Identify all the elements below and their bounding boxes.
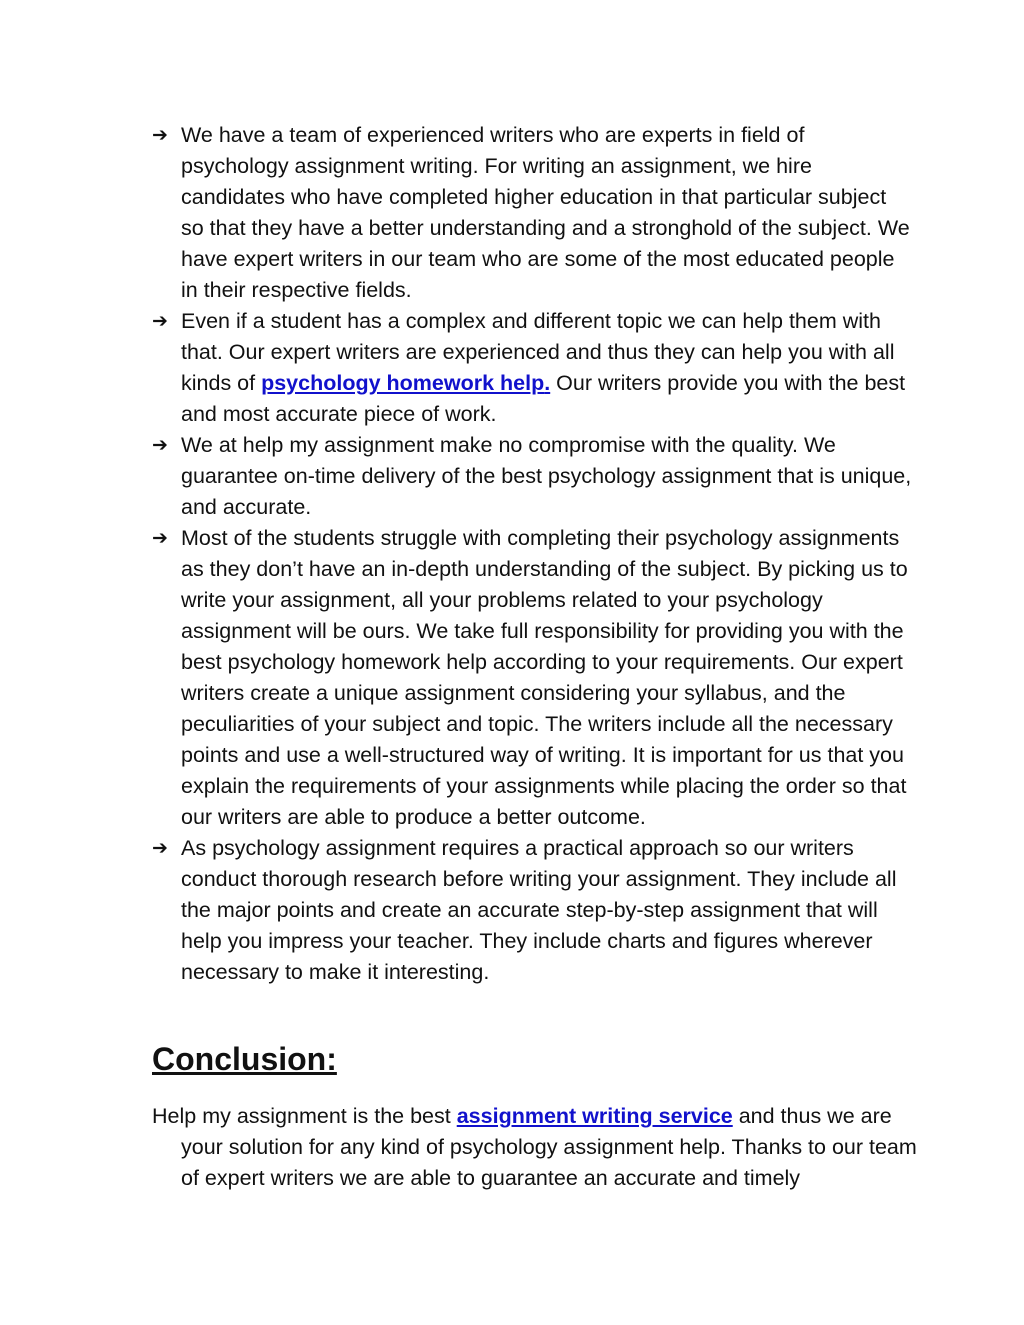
- link-text[interactable]: psychology homework help: [261, 371, 545, 395]
- conclusion-heading: Conclusion:: [152, 1041, 337, 1077]
- arrow-icon: ➔: [152, 124, 168, 146]
- bullet-text-after-link: Our writers provide you with the best and most accurate piece of work.: [181, 371, 906, 426]
- bullet-text: We have a team of experienced writers who are experts in field of psychology assignment writing. For writing an assignment, we hire candidates who have completed higher education in that particular subject so that they have a better understanding and a stronghold of the subject. We have expert writers in our team who are some of the most educated people in their respective fields.: [181, 123, 910, 302]
- arrow-icon: ➔: [152, 527, 168, 549]
- bullet-text: Even if a student has a complex and different topic we can help them with that. Our expert writers are experienced and thus they can help you with all kinds of: [181, 309, 895, 395]
- conclusion-text-after-link: and thus we are your solution for any kind of psychology assignment help. Thanks to our team of expert writers we are able to guarantee an accurate and timely: [181, 1104, 917, 1190]
- conclusion-text: Help my assignment is the best: [152, 1104, 457, 1128]
- conclusion-paragraph: [152, 1101, 921, 1194]
- bullet-item-quality: [152, 430, 912, 523]
- psychology-homework-help-link[interactable]: [261, 371, 550, 395]
- bullet-item-struggle: [152, 523, 912, 833]
- bullet-text: As psychology assignment requires a practical approach so our writers conduct thorough research before writing your assignment. They include all the major points and create an accurate step-by-step assignment that will help you impress your teacher. They include charts and figures wherever necessary to make it interesting.: [181, 836, 897, 984]
- bullet-list: [152, 120, 912, 988]
- bullet-item-team: [152, 120, 912, 306]
- bullet-text: We at help my assignment make no compromise with the quality. We guarantee on-time delivery of the best psychology assignment that is unique, and accurate.: [181, 433, 912, 519]
- bullet-item-complex-topic: [152, 306, 912, 430]
- arrow-icon: ➔: [152, 837, 168, 859]
- assignment-writing-service-link[interactable]: assignment writing service: [456, 1104, 733, 1128]
- bullet-item-research: [152, 833, 912, 988]
- bullet-text: Most of the students struggle with completing their psychology assignments as they don’t have an in-depth understanding of the subject. By picking us to write your assignment, all your problems related to your psychology assignment will be ours. We take full responsibility for providing you with the best psychology homework help according to your requirements. Our expert writers create a unique assignment considering your syllabus, and the peculiarities of your subject and topic. The writers include all the necessary points and use a well-structured way of writing. It is important for us that you explain the requirements of your assignments while placing the order so that our writers are able to produce a better outcome.: [181, 526, 908, 829]
- link-suffix[interactable]: .: [544, 371, 551, 395]
- arrow-icon: ➔: [152, 310, 168, 332]
- arrow-icon: ➔: [152, 434, 168, 456]
